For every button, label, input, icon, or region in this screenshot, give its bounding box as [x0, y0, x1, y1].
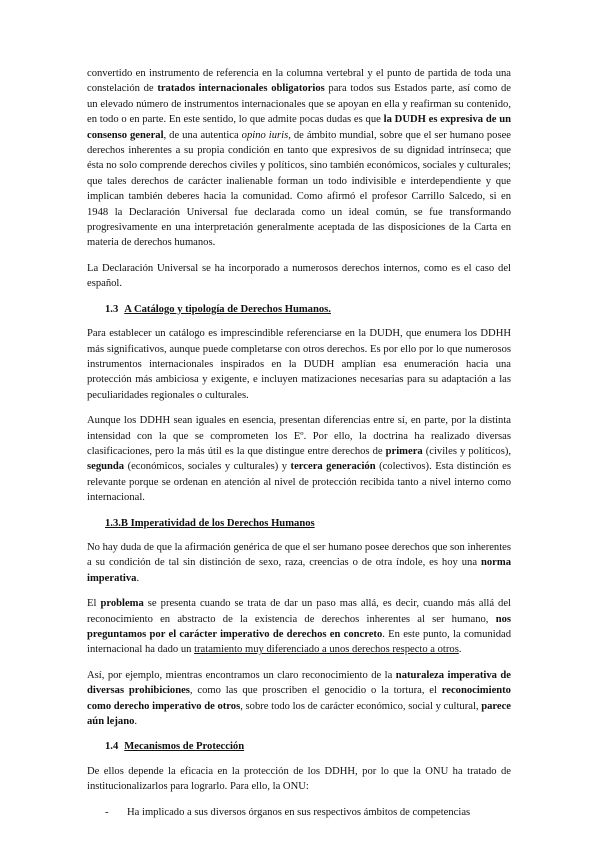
bold-text: la DUDH es expresiva de un consenso general [87, 114, 511, 141]
bold-text: norma imperativa [87, 557, 511, 584]
text: , de una autentica [163, 129, 242, 141]
bold-text: parece aún lejano [87, 700, 512, 728]
text: (económicos, sociales y culturales) y [124, 461, 291, 473]
text: . [458, 644, 462, 656]
section-number: 1.4 [105, 741, 119, 753]
bold-text: tratados internacionales obligatorios [157, 83, 325, 95]
text: se presenta cuando se trata de dar un paso mas allá, es decir, cuando más allá del reconocimiento en abstracto de la existencia de derechos inherentes al ser humano, [87, 598, 511, 625]
italic-text: opino iuris [241, 129, 289, 141]
text: . [134, 716, 138, 728]
bold-text: tercera generación [290, 461, 376, 473]
bold-text: reconocimiento como derecho imperativo de otros [87, 685, 511, 712]
text: No hay duda de que la afirmación genérica de que el ser humano posee derechos que son inherentes a su condición de tal sin distinción de sexo, raza, creencias o de otra índole, es hoy una [87, 541, 511, 569]
paragraph-onu: De ellos depende la eficacia en la protección de los DDHH, por lo que la ONU ha tratado de institucionalizarlos para lograrlo. Para ello, la ONU: [87, 765, 511, 793]
bold-text: problema [100, 598, 144, 610]
text: . [136, 572, 140, 584]
section-heading-imperatividad [105, 516, 511, 531]
section-title: A Catálogo y tipología de Derechos Humanos. [124, 303, 331, 315]
text: . En este punto, la comunidad internacional ha dado un [87, 629, 511, 656]
paragraph-generaciones [87, 413, 511, 505]
bold-text: segunda [87, 461, 125, 473]
paragraph-norma-imperativa [87, 540, 511, 586]
section-number: 1.3 [105, 303, 119, 315]
text: , como las que proscriben el genocidio o la tortura, el [189, 685, 442, 697]
text: convertido en instrumento de referencia en la columna vertebral y el punto de partida de toda una constelación de [87, 68, 511, 95]
section-heading-mecanismos [105, 739, 511, 754]
bold-text: naturaleza imperativa de diversas prohibiciones [87, 669, 511, 697]
bold-text: primera [385, 445, 423, 457]
list-dash: - [105, 806, 109, 818]
text: El [87, 598, 101, 610]
section-heading-catalogo [105, 302, 511, 317]
paragraph-problema [87, 596, 511, 658]
text: (civiles y políticos), [422, 445, 511, 457]
paragraph-declaracion-universal: La Declaración Universal se ha incorporado a numerosos derechos internos, como es el caso del español. [87, 262, 511, 290]
text: Aunque los DDHH sean iguales en esencia, presentan diferencias entre sí, en parte, por la distinta intensidad con la que se comprometen los Eº. Por ello, la doctrina ha realizado diversas clasificaciones, pero la más útil es la que distingue entre derechos de [87, 415, 511, 457]
list-item [105, 805, 511, 820]
underlined-text: tratamiento muy diferenciado a unos derechos respecto a otros [194, 644, 459, 656]
paragraph-ejemplo [87, 668, 511, 730]
paragraph-catalogo: Para establecer un catálogo es imprescindible referenciarse en la DUDH, que enumera los DDHH más significativos, aunque puede completarse con otros derechos. Es por ello por lo que numerosos instrumentos internacionales inspirados en la DUDH amplían esa enumeración hacia una protección más ambiciosa y exigente, e incluyen matizaciones necesarias para su adaptación a las peculiaridades regionales o culturales. [87, 328, 511, 401]
text: (colectivos). Esta distinción es relevante porque se ordenan en atención al nivel de protección recibida tanto a nivel interno como internacional. [87, 461, 511, 504]
text: , sobre todo los de carácter económico, social y cultural, [240, 700, 482, 712]
section-title: 1.3.B Imperatividad de los Derechos Humanos [105, 517, 315, 529]
text: para todos sus Estados parte, así como de un elevado número de instrumentos internacionales que se apoyan en ella y reafirman su contenido, en todo o en parte. En este sentido, lo que admite pocas dudas es que [87, 83, 511, 126]
paragraph-dudh-reference [87, 66, 511, 251]
list-item-text: Ha implicado a sus diversos órganos en sus respectivos ámbitos de competencias [127, 806, 471, 818]
text: Así, por ejemplo, mientras encontramos un claro reconocimiento de la [87, 669, 396, 681]
bold-text: nos preguntamos por el carácter imperativo de derechos en concreto [87, 613, 511, 640]
text: , de ámbito mundial, sobre que el ser humano posee derechos inherentes a su propia condición en tanto que expresivos de su dignidad intrínseca; que ésta no solo comprende derechos civiles y políticos, sino también económicos, sociales y culturales; que tales derechos de carácter inalienable forman un todo indivisible e interdependiente y que implican también deberes hacia la comunidad. Como afirmó el profesor Carrillo Salcedo, si en 1948 la Declaración Universal fue declarada como un ideal común, se fue transformando progresivamente en una interpretación generalmente aceptada de las disposiciones de la Carta en materia de derechos humanos. [87, 129, 511, 249]
section-title: Mecanismos de Protección [124, 741, 245, 753]
